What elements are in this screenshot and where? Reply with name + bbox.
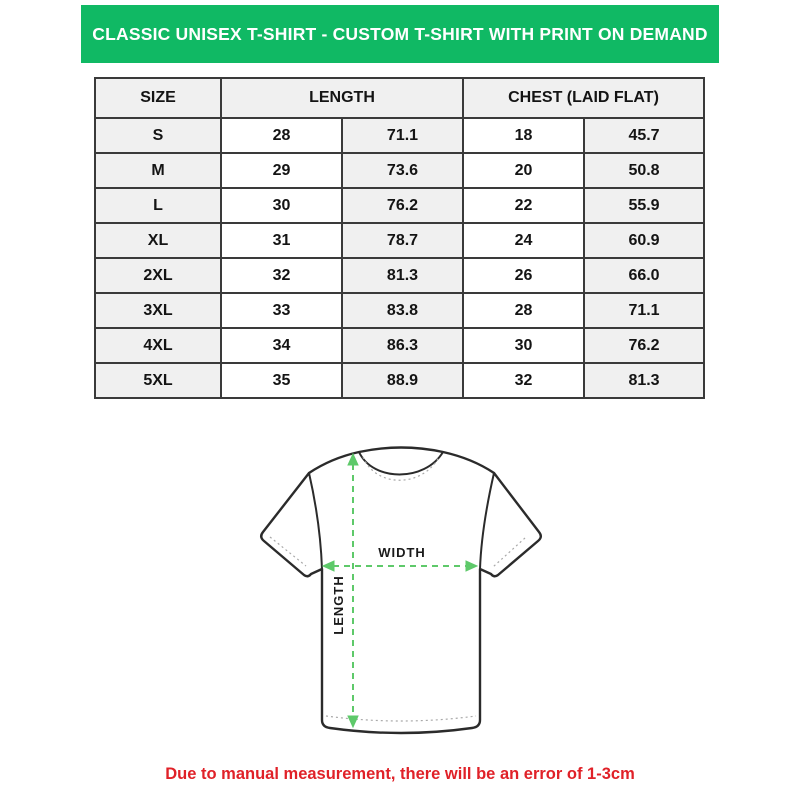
size-table-row bbox=[95, 188, 704, 223]
size-table-row bbox=[95, 293, 704, 328]
size-table-row bbox=[95, 223, 704, 258]
cell-size: 4XL bbox=[95, 328, 221, 363]
cell-length-cm: 83.8 bbox=[342, 293, 463, 328]
cell-length-in: 34 bbox=[221, 328, 342, 363]
cell-length-cm: 73.6 bbox=[342, 153, 463, 188]
tshirt-diagram bbox=[253, 438, 543, 738]
size-table-row bbox=[95, 258, 704, 293]
size-table-body bbox=[95, 118, 704, 398]
measurement-error-note: Due to manual measurement, there will be an error of 1-3cm bbox=[165, 765, 635, 783]
cell-chest-in: 28 bbox=[463, 293, 584, 328]
cell-length-in: 29 bbox=[221, 153, 342, 188]
cell-length-in: 31 bbox=[221, 223, 342, 258]
cell-length-in: 28 bbox=[221, 118, 342, 153]
header-length: LENGTH bbox=[221, 78, 463, 118]
cell-chest-in: 24 bbox=[463, 223, 584, 258]
size-table-row bbox=[95, 363, 704, 398]
header-banner bbox=[81, 5, 719, 63]
cell-chest-in: 22 bbox=[463, 188, 584, 223]
cell-length-in: 32 bbox=[221, 258, 342, 293]
width-label: WIDTH bbox=[378, 545, 426, 560]
size-table-header-row bbox=[95, 78, 704, 118]
size-table-row bbox=[95, 328, 704, 363]
cell-size: 5XL bbox=[95, 363, 221, 398]
cell-size: S bbox=[95, 118, 221, 153]
cell-length-in: 30 bbox=[221, 188, 342, 223]
cell-chest-in: 32 bbox=[463, 363, 584, 398]
cell-chest-cm: 81.3 bbox=[584, 363, 704, 398]
cell-length-in: 33 bbox=[221, 293, 342, 328]
size-table-row bbox=[95, 153, 704, 188]
header-size: SIZE bbox=[95, 78, 221, 118]
header-chest: CHEST (LAID FLAT) bbox=[463, 78, 704, 118]
cell-size: M bbox=[95, 153, 221, 188]
cell-length-cm: 81.3 bbox=[342, 258, 463, 293]
cell-chest-cm: 76.2 bbox=[584, 328, 704, 363]
cell-length-cm: 78.7 bbox=[342, 223, 463, 258]
cell-chest-in: 26 bbox=[463, 258, 584, 293]
cell-chest-in: 18 bbox=[463, 118, 584, 153]
cell-chest-cm: 71.1 bbox=[584, 293, 704, 328]
cell-chest-in: 30 bbox=[463, 328, 584, 363]
cell-size: 3XL bbox=[95, 293, 221, 328]
cell-chest-cm: 45.7 bbox=[584, 118, 704, 153]
cell-size: 2XL bbox=[95, 258, 221, 293]
cell-chest-in: 20 bbox=[463, 153, 584, 188]
cell-chest-cm: 60.9 bbox=[584, 223, 704, 258]
size-table-row bbox=[95, 118, 704, 153]
cell-size: L bbox=[95, 188, 221, 223]
cell-length-cm: 71.1 bbox=[342, 118, 463, 153]
length-label: LENGTH bbox=[331, 575, 346, 635]
tshirt-outline bbox=[261, 448, 541, 734]
cell-length-cm: 88.9 bbox=[342, 363, 463, 398]
page-title: CLASSIC UNISEX T-SHIRT - CUSTOM T-SHIRT WITH PRINT ON DEMAND bbox=[92, 23, 708, 44]
cell-length-cm: 86.3 bbox=[342, 328, 463, 363]
cell-chest-cm: 50.8 bbox=[584, 153, 704, 188]
cell-chest-cm: 55.9 bbox=[584, 188, 704, 223]
cell-chest-cm: 66.0 bbox=[584, 258, 704, 293]
size-chart-table bbox=[94, 77, 705, 399]
cell-size: XL bbox=[95, 223, 221, 258]
cell-length-in: 35 bbox=[221, 363, 342, 398]
cell-length-cm: 76.2 bbox=[342, 188, 463, 223]
